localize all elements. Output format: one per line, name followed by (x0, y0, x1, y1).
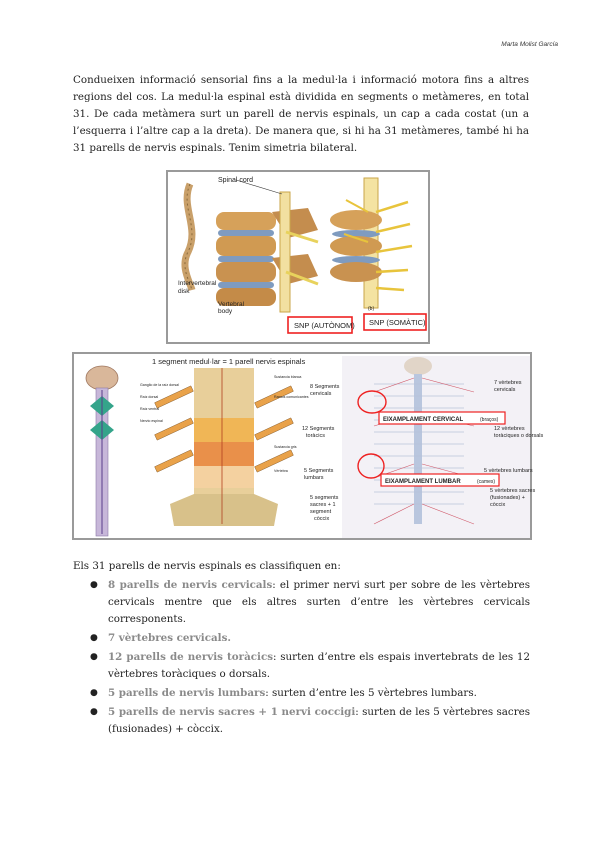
bullet-icon: ● (90, 633, 98, 643)
svg-text:Raíz dorsal: Raíz dorsal (140, 395, 159, 399)
label-intervertebral-disk-1: Intervertebral (178, 280, 217, 287)
vertebrae-illustration (168, 172, 432, 346)
segment-title: 1 segment medul·lar = 1 parell nervis espinals (152, 357, 306, 366)
label-vertebral-body-2: body (218, 308, 233, 315)
svg-text:Ganglio de la raíz dorsal: Ganglio de la raíz dorsal (140, 383, 179, 387)
vertebra-with-nerves (330, 178, 412, 308)
svg-text:7 vèrtebres: 7 vèrtebres (494, 380, 522, 386)
list-item-text: : surten d’entre els espais invertebrats de les 12 vèrtebres toràciques o dorsals. (108, 651, 530, 680)
svg-text:8 Segments: 8 Segments (310, 384, 340, 390)
label-spinal-cord: Spinal cord (218, 177, 254, 184)
svg-text:toràciques o dorsals: toràciques o dorsals (494, 433, 544, 439)
svg-text:(fusionades) +: (fusionades) + (490, 495, 526, 501)
figure-spinal-segments (72, 352, 544, 540)
svg-text:còccix: còccix (314, 516, 330, 522)
list-item (90, 649, 530, 683)
label-snp-somatic: SNP (SOMÀTIC) (369, 318, 426, 327)
bullet-icon: ● (90, 580, 98, 590)
classification-intro: Els 31 parells de nervis espinals es classifiquen en: (73, 560, 341, 572)
bullet-icon: ● (90, 688, 98, 698)
intro-paragraph: Condueixen informació sensorial fins a la medul·la i informació motora fins a altres regions del cos. La medul·la espinal està dividida en segments o metàmeres, en total 31. De cada metàmera surt un parell de nervis espinals, un cap a cada costat (un a l’esquerra i l’altre cap a la dreta). De manera que, si hi ha 31 metàmeres, també hi ha 31 parells de nervis espinals. Tenim simetria bilateral. (73, 74, 529, 154)
svg-text:12 Segments: 12 Segments (302, 426, 335, 432)
svg-text:5 Segments: 5 Segments (304, 468, 334, 474)
svg-text:segment: segment (310, 509, 332, 515)
svg-text:toràcics: toràcics (306, 433, 325, 439)
svg-text:sacres + 1: sacres + 1 (310, 502, 336, 508)
brain-cord-panel (86, 366, 118, 536)
nerve-classification-list (90, 577, 530, 740)
list-item-text: : surten de les 5 vèrtebres sacres (fusionades) + còccix. (108, 706, 530, 735)
svg-text:Sustancia gris: Sustancia gris (274, 445, 297, 449)
list-item (90, 630, 530, 647)
bullet-icon: ● (90, 652, 98, 662)
vertebral-stack (216, 192, 318, 312)
svg-text:12 vèrtebres: 12 vèrtebres (494, 426, 525, 432)
spine-column-icon (185, 184, 192, 290)
eixamplament-cervical-note: (braços) (480, 417, 499, 423)
author-name: Marta Molist García (501, 41, 558, 48)
list-item (90, 704, 530, 738)
bullet-icon: ● (90, 707, 98, 717)
eixamplament-lumbar-note: (cames) (477, 479, 496, 485)
eixamplament-lumbar: EIXAMPLAMENT LUMBAR (385, 479, 461, 485)
svg-text:Sustancia blanca: Sustancia blanca (274, 375, 302, 379)
spinal-segments-illustration (74, 354, 544, 542)
list-item-highlight: 7 vèrtebres cervicals. (108, 632, 231, 644)
svg-text:Raíz ventral: Raíz ventral (140, 407, 160, 411)
svg-text:Vértebra: Vértebra (274, 469, 288, 473)
figure-vertebrae (166, 170, 430, 344)
list-item (90, 685, 530, 702)
svg-text:5 segments: 5 segments (310, 495, 339, 501)
eixamplament-cervical: EIXAMPLAMENT CERVICAL (383, 417, 464, 423)
svg-text:Nervio espinal: Nervio espinal (140, 419, 163, 423)
svg-text:5 vèrtebres lumbars: 5 vèrtebres lumbars (484, 468, 533, 474)
svg-text:cervicals: cervicals (310, 391, 332, 397)
single-segment-panel (155, 368, 294, 526)
svg-text:cervicals: cervicals (494, 387, 516, 393)
svg-text:còccix: còccix (490, 502, 506, 508)
svg-text:(b): (b) (368, 306, 375, 312)
svg-text:5 vèrtebres sacres: 5 vèrtebres sacres (490, 488, 536, 494)
label-vertebral-body-1: Vertebral (218, 301, 245, 308)
list-item (90, 577, 530, 628)
list-item-highlight: 5 parells de nervis lumbars (108, 687, 266, 699)
svg-text:Ramos comunicantes: Ramos comunicantes (274, 395, 309, 399)
svg-text:lumbars: lumbars (304, 475, 324, 481)
list-item-highlight: 12 parells de nervis toràcics (108, 651, 274, 663)
label-intervertebral-disk-2: disk (178, 288, 190, 295)
label-snp-autonom: SNP (AUTÒNOM) (294, 321, 355, 330)
list-item-text: : surten d’entre les 5 vèrtebres lumbars. (265, 687, 477, 699)
list-item-text: : el primer nervi surt per sobre de les vèrtebres cervicals mentre que els altres surten d’entre les vèrtebres cervicals corresponents. (108, 579, 530, 625)
list-item-highlight: 5 parells de nervis sacres + 1 nervi coccigi (108, 706, 356, 718)
list-item-highlight: 8 parells de nervis cervicals (108, 579, 273, 591)
